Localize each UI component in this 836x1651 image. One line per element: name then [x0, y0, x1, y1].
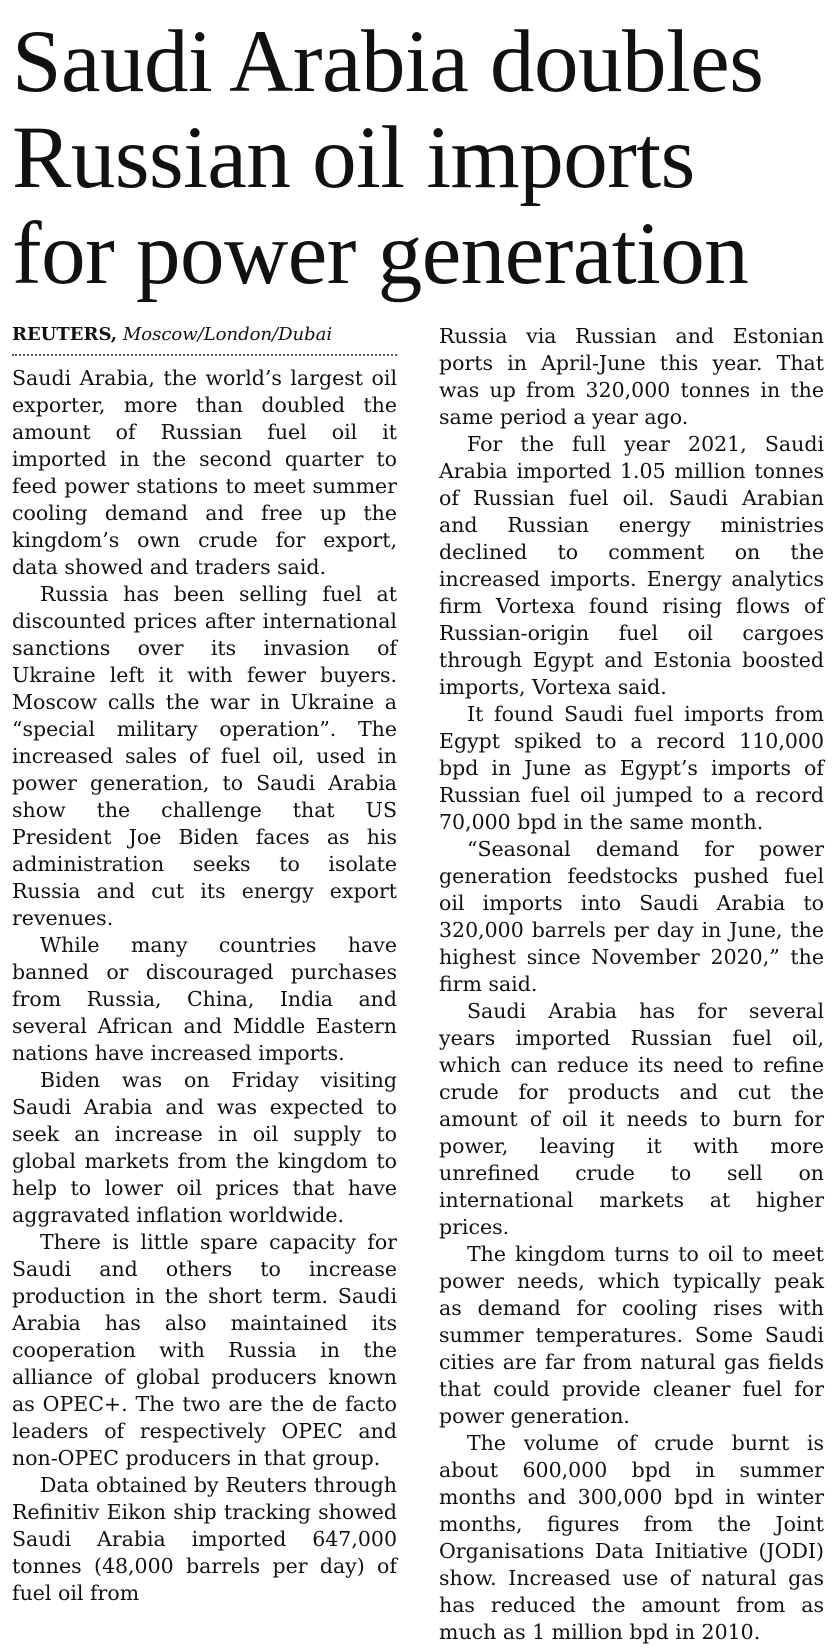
paragraph: “Seasonal demand for power generation feedstocks pushed fuel oil imports into Saudi Arabia to 320,000 barrels per day in June, the highest since November 2020,” the firm said. [439, 837, 824, 996]
byline-location: Moscow/London/Dubai [122, 324, 333, 345]
headline-line: Saudi Arabia doubles [12, 13, 764, 111]
byline [12, 323, 397, 356]
headline [12, 14, 824, 302]
paragraph: There is little spare capacity for Saudi and others to increase production in the short term. Saudi Arabia has also maintained its cooperation with Russia in the alliance of global producers known as OPEC+. The two are the de facto leaders of respectively OPEC and non-OPEC producers in that group. [12, 1230, 397, 1470]
paragraph-continued: Russia via Russian and Estonian ports in April-June this year. That was up from 320,000 tonnes in the same period a year ago. [439, 324, 824, 429]
paragraph: For the full year 2021, Saudi Arabia imported 1.05 million tonnes of Russian fuel oil. Saudi Arabian and Russian energy ministries declined to comment on the increased imports. Energy analytics firm Vortexa found rising flows of Russian-origin fuel oil cargoes through Egypt and Estonia boosted imports, Vortexa said. [439, 432, 824, 699]
paragraph: Saudi Arabia has for several years imported Russian fuel oil, which can reduce its need to refine crude for products and cut the amount of oil it needs to burn for power, leaving it with more unrefined crude to sell on international markets at higher prices. [439, 999, 824, 1239]
paragraph: The volume of crude burnt is about 600,000 bpd in summer months and 300,000 bpd in winter months, figures from the Joint Organisations Data Initiative (JODI) show. Increased use of natural gas has reduced the amount from as much as 1 million bpd in 2010. [439, 1431, 824, 1644]
headline-line: for power generation [12, 205, 749, 303]
paragraph: While many countries have banned or discouraged purchases from Russia, China, India and several African and Middle Eastern nations have increased imports. [12, 933, 397, 1065]
paragraph: Russia has been selling fuel at discounted prices after international sanctions over its invasion of Ukraine left it with fewer buyers. Moscow calls the war in Ukraine a “special military operation”. The increased sales of fuel oil, used in power generation, to Saudi Arabia show the challenge that US President Joe Biden faces as his administration seeks to isolate Russia and cut its energy export revenues. [12, 582, 397, 930]
byline-agency: REUTERS, [12, 324, 118, 345]
paragraph: Saudi Arabia, the world’s largest oil exporter, more than doubled the amount of Russian fuel oil it imported in the second quarter to feed power stations to meet summer cooling demand and free up the kingdom’s own crude for export, data showed and traders said. [12, 366, 397, 579]
paragraph: Data obtained by Reuters through Refinitiv Eikon ship tracking showed Saudi Arabia imported 647,000 tonnes (48,000 barrels per day) of fuel oil from [12, 1473, 397, 1605]
article-column-left [12, 323, 397, 1646]
article-columns [12, 323, 824, 1646]
paragraph: It found Saudi fuel imports from Egypt spiked to a record 110,000 bpd in June as Egypt’s imports of Russian fuel oil jumped to a record 70,000 bpd in the same month. [439, 702, 824, 834]
paragraph: Biden was on Friday visiting Saudi Arabia and was expected to seek an increase in oil supply to global markets from the kingdom to help to lower oil prices that have aggravated inflation worldwide. [12, 1068, 397, 1227]
headline-line: Russian oil imports [12, 109, 695, 207]
paragraph: The kingdom turns to oil to meet power needs, which typically peak as demand for cooling rises with summer temperatures. Some Saudi cities are far from natural gas fields that could provide cleaner fuel for power generation. [439, 1242, 824, 1428]
article-column-right [439, 323, 824, 1646]
